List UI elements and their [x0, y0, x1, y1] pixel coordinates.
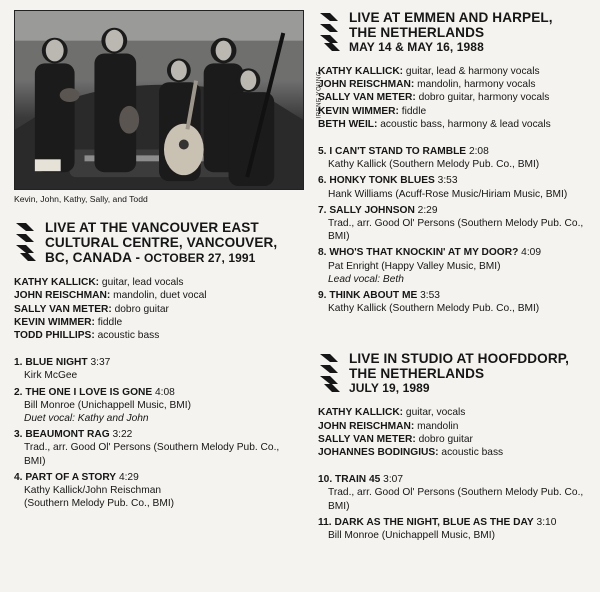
title-line: BC, CANADA - OCTOBER 27, 1991 [45, 250, 256, 266]
personnel-item: KATHY KALLICK: guitar, lead & harmony vocals [318, 66, 540, 77]
personnel-item: JOHN REISCHMAN: mandolin, harmony vocals [318, 79, 536, 91]
section-logo-icon [318, 352, 344, 392]
track-item: 4. PART OF A STORY 4:29 Kathy Kallick/John Reischman (Southern Melody Pub. Co., BMI) [14, 471, 175, 510]
section-title [45, 220, 277, 266]
personnel-item: KEVIN WIMMER: fiddle [14, 316, 123, 328]
track-item: 6. HONKY TONK BLUES 3:53 Hank Williams (Acuff-Rose Music/Hiriam Music, BMI) [318, 175, 568, 200]
personnel-item: KATHY KALLICK: guitar, vocals [318, 407, 466, 419]
right-column [318, 10, 592, 545]
track-item: 9. THINK ABOUT ME 3:53 Kathy Kallick (Southern Melody Pub. Co., BMI) [318, 290, 540, 315]
personnel-item: SALLY VAN METER: dobro guitar [318, 433, 473, 445]
section-date: OCTOBER 27, 1991 [143, 251, 256, 266]
track-item: 11. DARK AS THE NIGHT, BLUE AS THE DAY 3:10 Bill Monroe (Unichappell Music, BMI) [318, 516, 557, 542]
section-logo-icon [14, 221, 40, 261]
photo-credit: IRENE YOUNG [316, 71, 322, 119]
personnel-list [318, 65, 592, 131]
personnel-list [14, 276, 302, 342]
section-emmen-harpel [318, 10, 592, 315]
band-photo [14, 10, 322, 190]
band-photo-illustration [15, 11, 303, 189]
section-title [349, 351, 569, 396]
track-item: 5. I CAN'T STAND TO RAMBLE 2:08 Kathy Kallick (Southern Melody Pub. Co., BMI) [318, 146, 540, 171]
track-list [318, 473, 592, 542]
section-header [318, 351, 592, 396]
track-item: 10. TRAIN 45 3:07 Trad., arr. Good Ol' Persons (Southern Melody Pub. Co., BMI) [318, 474, 584, 512]
track-list [14, 356, 302, 510]
personnel-item: KATHY KALLICK: guitar, lead vocals [14, 277, 184, 289]
section-date: MAY 14 & MAY 16, 1988 [349, 40, 484, 54]
personnel-item: JOHN REISCHMAN: mandolin [318, 420, 459, 432]
personnel-list [318, 406, 592, 459]
section-hoofddorp [318, 351, 592, 542]
track-item: 8. WHO'S THAT KNOCKIN' AT MY DOOR? 4:09 Pat Enright (Happy Valley Music, BMI) Lead vocal: Beth [318, 247, 541, 285]
section-title [349, 10, 553, 55]
section-date: JULY 19, 1989 [349, 381, 430, 396]
title-line: LIVE AT EMMEN AND HARPEL, [349, 10, 553, 25]
personnel-item: TODD PHILLIPS: acoustic bass [14, 330, 160, 342]
personnel-item: JOHN REISCHMAN: mandolin, duet vocal [14, 290, 207, 302]
section-logo-icon [318, 11, 344, 51]
left-column [14, 10, 322, 513]
title-line: CULTURAL CENTRE, VANCOUVER, [45, 235, 278, 251]
title-line: LIVE IN STUDIO AT HOOFDDORP, [349, 351, 570, 367]
personnel-item: BETH WEIL: acoustic bass, harmony & lead vocals [318, 118, 551, 130]
track-item: 7. SALLY JOHNSON 2:29 Trad., arr. Good Ol' Persons (Southern Melody Pub. Co., BMI) [318, 204, 584, 243]
track-item: 3. BEAUMONT RAG 3:22 Trad., arr. Good Ol' Persons (Southern Melody Pub. Co., BMI) [14, 429, 280, 467]
personnel-item: SALLY VAN METER: dobro guitar, harmony vocals [318, 92, 550, 104]
title-line: LIVE AT THE VANCOUVER EAST [45, 220, 259, 236]
title-line: THE NETHERLANDS [349, 25, 485, 40]
section-header [318, 10, 592, 55]
personnel-item: JOHANNES BODINGIUS: acoustic bass [318, 447, 504, 459]
track-list [318, 145, 592, 315]
track-item: 1. BLUE NIGHT 3:37 Kirk McGee [14, 357, 111, 382]
section-vancouver [14, 220, 302, 510]
personnel-item: KEVIN WIMMER: fiddle [318, 105, 427, 117]
track-item: 2. THE ONE I LOVE IS GONE 4:08 Bill Monroe (Unichappell Music, BMI) Duet vocal: Kathy and John [14, 386, 192, 425]
section-header [14, 220, 302, 266]
personnel-item: SALLY VAN METER: dobro guitar [14, 303, 169, 315]
title-line: THE NETHERLANDS [349, 366, 485, 382]
photo-caption: Kevin, John, Kathy, Sally, and Todd [14, 194, 148, 204]
